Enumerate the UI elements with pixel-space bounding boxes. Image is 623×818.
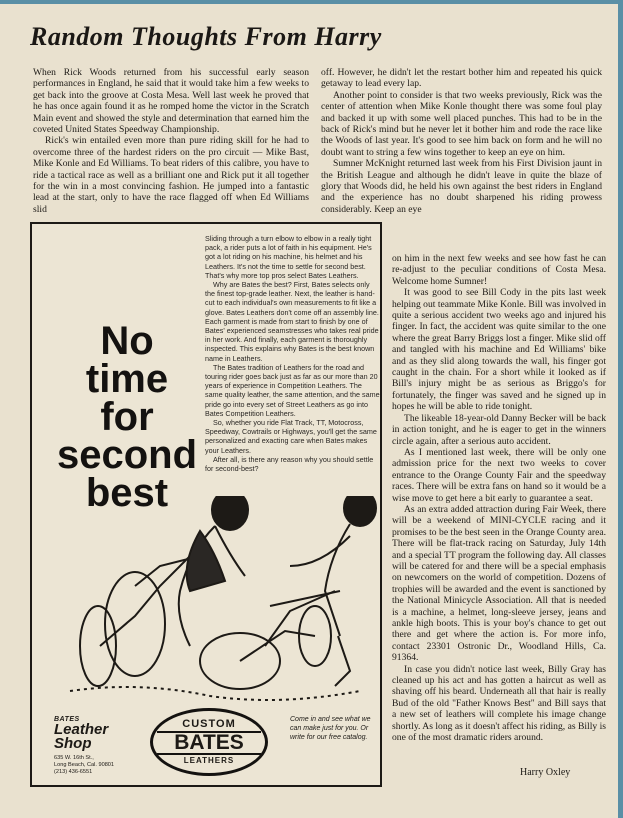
right-bike-frame bbox=[240, 591, 340, 661]
article-paragraph: off. However, he didn't let the restart bother him and repeated his quick getaway to lead every lap. bbox=[321, 67, 602, 90]
article-paragraph: When Rick Woods returned from his successful early season performances in England, he said that it would take him a few weeks to get back into the groove at Costa Mesa. Well last week he proved that he has once again found it as he romped home the victor in the Scratch Main event and showed the style and determination that earned him the coveted United States Speedway Championship. bbox=[33, 67, 309, 136]
article-column-left bbox=[33, 67, 309, 215]
left-bike-rear-wheel bbox=[80, 606, 116, 686]
bates-leather-shop-logo bbox=[54, 716, 134, 776]
bates-leathers-advertisement bbox=[30, 222, 382, 787]
address-line: (213) 436-6551 bbox=[54, 769, 93, 775]
shop-address bbox=[54, 755, 134, 776]
article-column-right-lower bbox=[392, 253, 606, 743]
ad-body-copy bbox=[205, 234, 380, 473]
article-column-right-top bbox=[321, 67, 602, 215]
page-edge-top bbox=[0, 0, 623, 4]
article-paragraph: As an extra added attraction during Fair Week, there will be a weekend of MINI-CYCLE racing and it promises to be the best seen in the Orange County area. There will be flat-track racing on Saturday, July 14th and a special TT program the following day. All classes will be catered for and there will be a special emphasis on newcomers on the world of competition. Dozens of trophies will be awarded and the event is sanctioned by the National Minicycle Association. All that is needed is a machine, a helmet, long-sleeve jersey, jeans and ankle high boots. This is your boy's chance to get out there and get where the action is. For more info, contact 23301 Ostronic Dr., Woodland Hills, Ca. 91364. bbox=[392, 503, 606, 664]
ad-headline-line: No bbox=[100, 319, 154, 363]
article-paragraph: As I mentioned last week, there will be only one admission price for the next two weeks to cover entrance to the Orange County Fair and the speedway races. There will be extra fans on hand so it would be a wise move to get here a bit early to guarantee a seat. bbox=[392, 446, 606, 504]
article-paragraph: on him in the next few weeks and see how fast he can re-adjust to the peculiar conditions of Costa Mesa. Welcome home Sumner! bbox=[392, 253, 606, 287]
custom-bates-leathers-oval-logo bbox=[150, 708, 268, 776]
speedway-riders-illustration bbox=[40, 496, 378, 706]
right-rider-body bbox=[265, 524, 350, 646]
logo-name-line: Leather bbox=[54, 721, 109, 738]
left-rider-helmet bbox=[212, 496, 248, 530]
logo-brand: BATES bbox=[54, 716, 80, 723]
ad-paragraph: After all, is there any reason why you should settle for second-best? bbox=[205, 454, 374, 474]
left-bike-frame bbox=[100, 556, 190, 646]
left-rider-jacket bbox=[187, 531, 225, 591]
article-paragraph: Sumner McKnight returned last week from his First Division jaunt in the British League and although he didn't leave in quite the blaze of glory that Woods did, he held his own against the best riders in England and the experience has no doubt sharpened his riding prowess considerably. Keep an eye bbox=[321, 158, 602, 215]
ad-headline-line: for bbox=[100, 395, 154, 439]
article-paragraph: In case you didn't notice last week, Billy Gray has cleaned up his act and has gotten a haircut as well as shaving off his beard. Underneath all that hair is really Bud of the old "Father Knows Best" and Bill says that a new set of leathers will complete his image change shortly. As long as it doesn't affect his riding, as Billy is one of the most dramatic riders around. bbox=[392, 663, 606, 744]
article-paragraph: The likeable 18-year-old Danny Becker will be back in action tonight, and he is eager to get in the winners circle again, after a serious auto accident. bbox=[392, 412, 606, 447]
ad-headline-line: best bbox=[85, 471, 169, 515]
ad-paragraph: Why are Bates the best? First, Bates selects only the finest top-grade leather. Next, the leather is hand-cut to each individual's own measurements to fit like a glove. Bates Leathers don't come off an assembly line. Each garment is made from start to finish by one of Bates' experienced seamstresses who takes real pride in her work. And finally, each garment is thoroughly inspected. This explains why Bates is the best known name in Leathers. bbox=[205, 280, 379, 363]
track-dust bbox=[70, 687, 360, 700]
page-headline: Random Thoughts From Harry bbox=[30, 22, 382, 51]
ad-headline-line: time bbox=[85, 357, 169, 401]
ad-paragraph: So, whether you ride Flat Track, TT, Motocross, Speedway, Cowtrails or Highways, you'll get the same personalized and exacting care when Bates makes your Leathers. bbox=[205, 418, 377, 455]
oval-logo-bottom: LEATHERS bbox=[183, 756, 235, 765]
article-paragraph: Another point to consider is that two weeks previously, Rick was the center of attention when Mike Konle thought there was some foul play and backed it up with some well placed punches. This had to be in the back of Rick's mind but he never let it bother him and rode the race like the Woods of last year. It's good to see him back on form and he will no doubt want to string a few wins together to keep an eye on him. bbox=[321, 89, 602, 158]
ad-paragraph: The Bates tradition of Leathers for the road and touring rider goes back just as far as our more than 20 years of experience in Competition Leathers. The same quality leather, the same attention, and the same pride go into every set of Street Leathers as go into Bates Competition Leathers. bbox=[205, 362, 380, 418]
ad-call-to-action: Come in and see what we can make just for you. Or write for our free catalog. bbox=[290, 716, 371, 741]
right-rider-boot bbox=[335, 636, 350, 686]
oval-logo-top: CUSTOM bbox=[182, 718, 236, 730]
address-line: Long Beach, Cal. 90801 bbox=[54, 762, 115, 768]
author-signature: Harry Oxley bbox=[520, 767, 571, 778]
oval-logo-mid: BATES bbox=[157, 731, 261, 755]
right-rider-helmet bbox=[344, 496, 376, 526]
ad-paragraph: Sliding through a turn elbow to elbow in a really tight pack, a rider puts a lot of faith in his equipment. He's got a lot riding on his machine, his helmet and his Leathers. It's not the time to settle for second best. That's why more top pros select Bates Leathers. bbox=[205, 234, 372, 280]
address-line: 635 W. 16th St., bbox=[54, 755, 94, 761]
ad-headline bbox=[52, 319, 202, 515]
logo-name-line: Shop bbox=[54, 735, 92, 752]
article-paragraph: It was good to see Bill Cody in the pits last week helping out teammate Mike Konle. Bill was involved in quite a serious accident two weeks ago and injured his finger. In fact, the accident was quite similar to the one where the great Barry Briggs lost a finger. Mike slid off and tangled with his machine and Ed Williams' bike and as they slid along towards the wall, his finger got caught in the chain. For a short while it looked as if Bill's injury might be as serious as Briggo's for fortunately, the finger was saved and he signed up in hopes he will be able to ride tonight. bbox=[392, 287, 606, 413]
ad-headline-line: second bbox=[56, 433, 198, 477]
page-edge-right bbox=[618, 0, 623, 818]
article-paragraph: Rick's win entailed even more than pure riding skill for he had to overcome three of the hardest riders on the pro circuit — Mike Bast, Mike Konle and Ed Williams. To beat riders of this calibre, you have to ride a tactical race as well as a brilliant one and Rick put it all together for the win in a most convincing fashion. He jumped into a fantastic lead at the start, only to have the race flagged off when Ed Williams slid bbox=[33, 135, 309, 215]
